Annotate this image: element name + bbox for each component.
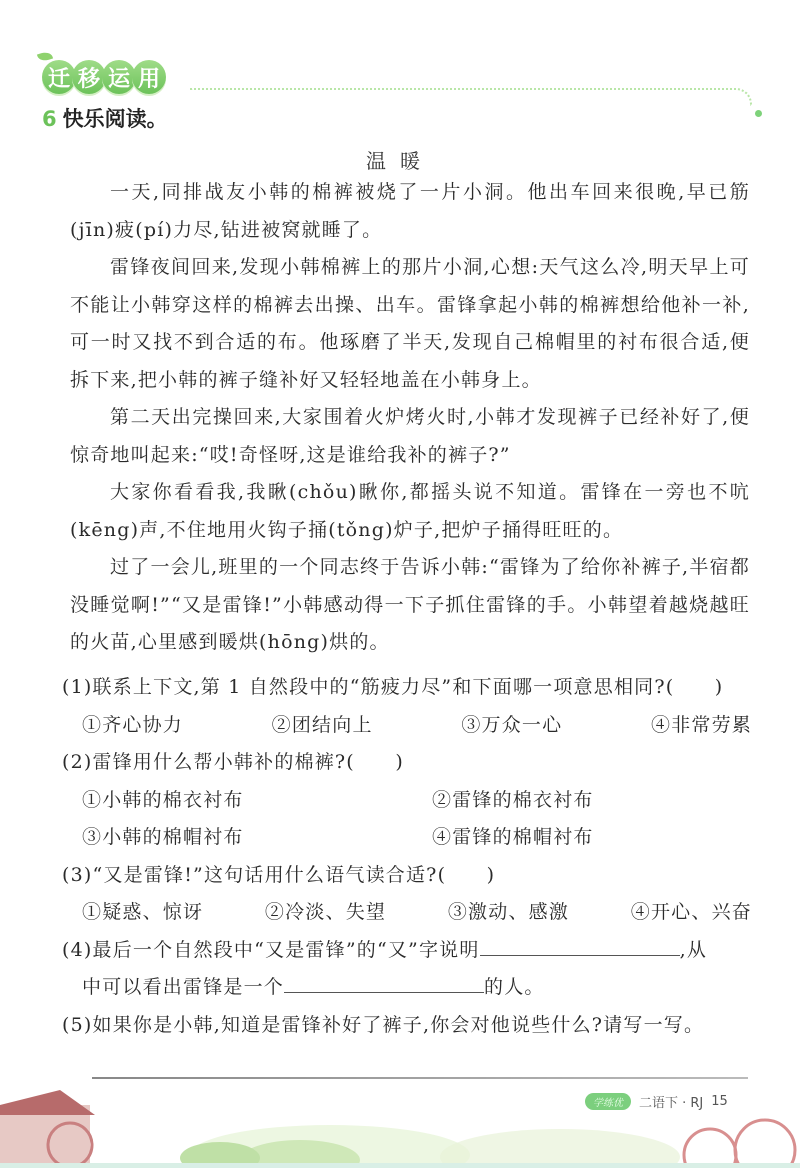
question-number: 6 <box>42 107 57 131</box>
option[interactable]: ①齐心协力 <box>82 713 184 736</box>
divider-end-dot <box>755 110 762 117</box>
option[interactable]: ③小韩的棉帽衬布 <box>82 826 244 848</box>
question-4-text: ,从 <box>679 938 708 961</box>
option[interactable]: ②雷锋的棉衣衬布 <box>432 788 594 811</box>
question-4 <box>62 932 752 970</box>
questions <box>62 669 752 1044</box>
option[interactable]: ④开心、兴奋 <box>630 901 752 923</box>
paragraph: 一天,同排战友小韩的棉裤被烧了一片小洞。他出车回来很晚,早已筋(jīn)疲(pí)力尽,钻进被窝就睡了。 <box>70 181 750 241</box>
question-4-text: (4)最后一个自然段中“又是雷锋”的“又”字说明 <box>62 938 480 961</box>
option[interactable]: ①小韩的棉衣衬布 <box>82 788 244 811</box>
option[interactable]: ③激动、感激 <box>447 901 570 923</box>
brand-badge: 学练优 <box>585 1093 631 1110</box>
paragraph: 大家你看看我,我瞅(chǒu)瞅你,都摇头说不知道。雷锋在一旁也不吭(kēng)声,不住地用火钩子捅(tǒng)炉子,把炉子捅得旺旺的。 <box>70 481 750 541</box>
paragraph: 过了一会儿,班里的一个同志终于告诉小韩:“雷锋为了给你补裤子,半宿都没睡觉啊!”“又是雷锋!”小韩感动得一下子抓住雷锋的手。小韩望着越烧越旺的火苗,心里感到暖烘(hōng)烘的。 <box>70 556 750 653</box>
banner-char: 运 <box>102 60 136 94</box>
section-banner <box>42 58 162 96</box>
dotted-divider <box>190 88 752 106</box>
question-label: 快乐阅读。 <box>62 107 168 131</box>
answer-blank-2[interactable] <box>284 972 484 993</box>
page-number: 15 <box>711 1094 728 1109</box>
banner-char: 迁 <box>42 60 76 94</box>
question-1-options <box>62 707 752 745</box>
paragraph: 雷锋夜间回来,发现小韩棉裤上的那片小洞,心想:天气这么冷,明天早上可不能让小韩穿这样的棉裤去出操、出车。雷锋拿起小韩的棉裤想给他补一补,可一时又找不到合适的布。他琢磨了半天,发现自己棉帽里的衬布很合适,便拆下来,把小韩的裤子缝补好又轻轻地盖在小韩身上。 <box>70 256 750 391</box>
answer-line[interactable] <box>92 1077 748 1079</box>
page-footer <box>585 1092 728 1111</box>
question-2: (2)雷锋用什么帮小韩补的棉裤?( ) <box>62 751 404 773</box>
question-3-options <box>62 894 752 932</box>
option[interactable]: ④非常劳累 <box>650 713 752 736</box>
question-4-text: 中可以看出雷锋是一个 <box>82 976 285 998</box>
paragraph: 第二天出完操回来,大家围着火炉烤火时,小韩才发现裤子已经补好了,便惊奇地叫起来:“哎!奇怪呀,这是谁给我补的裤子?” <box>70 406 750 466</box>
question-header <box>42 103 168 133</box>
question-1: (1)联系上下文,第 1 自然段中的“筋疲力尽”和下面哪一项意思相同?( ) <box>62 676 724 698</box>
option[interactable]: ④雷锋的棉帽衬布 <box>432 826 594 848</box>
option[interactable]: ②冷淡、失望 <box>264 901 387 923</box>
article-body <box>70 174 750 662</box>
book-label: 二语下 · RJ <box>639 1096 704 1111</box>
question-5: (5)如果你是小韩,知道是雷锋补好了裤子,你会对他说些什么?请写一写。 <box>62 1013 705 1036</box>
question-3: (3)“又是雷锋!”这句话用什么语气读合适?( ) <box>62 863 496 886</box>
question-4-text: 的人。 <box>484 976 545 998</box>
banner-char: 移 <box>72 60 106 94</box>
question-2-options <box>62 782 752 857</box>
answer-blank-1[interactable] <box>480 935 680 956</box>
banner-char: 用 <box>132 60 166 94</box>
article-title: 温暖 <box>366 149 434 173</box>
option[interactable]: ③万众一心 <box>461 713 563 736</box>
option[interactable]: ①疑惑、惊讶 <box>82 901 204 923</box>
option[interactable]: ②团结向上 <box>271 713 373 736</box>
question-4-cont <box>62 969 752 1007</box>
